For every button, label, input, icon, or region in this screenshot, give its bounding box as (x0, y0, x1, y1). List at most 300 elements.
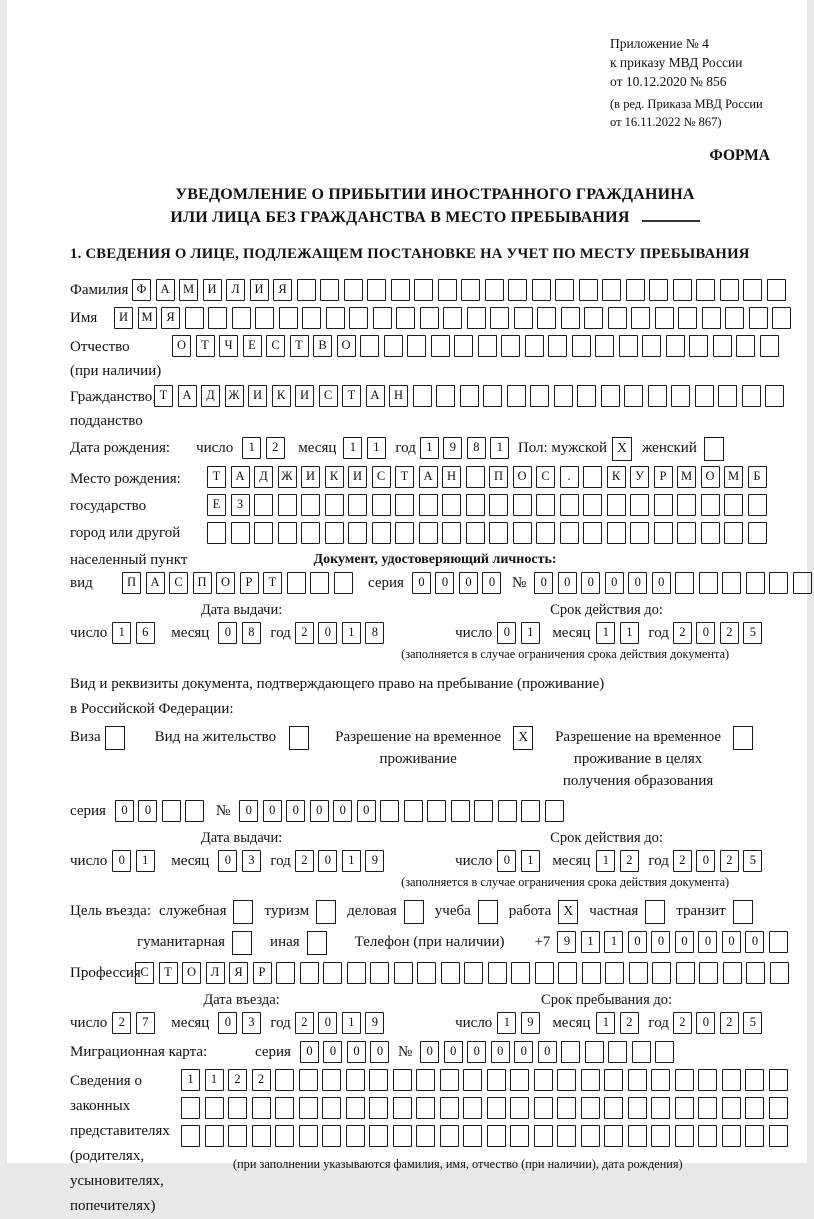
char-box (554, 385, 573, 407)
char-box (585, 1041, 604, 1063)
char-box (463, 1125, 482, 1147)
char-box (349, 307, 368, 329)
char-box: И (203, 279, 222, 301)
profession-boxes (135, 962, 793, 984)
char-box: С (319, 385, 338, 407)
char-box (372, 494, 391, 516)
validity-header: Срок действия до: (550, 830, 663, 846)
char-box: 2 (295, 622, 314, 644)
char-box: 2 (720, 850, 739, 872)
residence-doc-intro-line2: в Российской Федерации: (70, 701, 234, 717)
male-checkbox: X (612, 437, 632, 461)
char-box: И (295, 385, 314, 407)
char-box (407, 335, 426, 357)
representatives-note: (при заполнении указываются фамилия, имя, отчество (при наличии), дата рождения) (233, 1157, 683, 1171)
char-box: В (313, 335, 332, 357)
char-box: 2 (252, 1069, 271, 1091)
char-box (419, 494, 438, 516)
char-box: 2 (295, 850, 314, 872)
char-box: 1 (205, 1069, 224, 1091)
char-box: 2 (620, 850, 639, 872)
month-label: месяц (171, 1015, 210, 1031)
purpose-label: служебная (158, 903, 227, 919)
char-box: 0 (300, 1041, 319, 1063)
char-box (630, 494, 649, 516)
char-box: А (146, 572, 165, 594)
number-label: № (397, 1044, 413, 1060)
char-box: И (114, 307, 133, 329)
temp-residence-option (335, 726, 533, 770)
char-box (302, 307, 321, 329)
char-box: Т (207, 466, 226, 488)
char-box (631, 307, 650, 329)
char-box: 9 (521, 1012, 540, 1034)
visit-purpose-row2 (137, 931, 800, 955)
migration-card-label: Миграционная карта: (70, 1044, 208, 1060)
identity-doc-row (70, 572, 800, 594)
char-box (769, 1125, 788, 1147)
char-box: Т (159, 962, 178, 984)
char-box (440, 1125, 459, 1147)
char-box (301, 522, 320, 544)
char-box: А (419, 466, 438, 488)
char-box (346, 1097, 365, 1119)
char-box (228, 1125, 247, 1147)
char-box: А (231, 466, 250, 488)
representatives-boxes-row2 (181, 1097, 792, 1119)
char-box (582, 962, 601, 984)
purpose-label: деловая (347, 903, 397, 919)
char-box (655, 307, 674, 329)
char-box: 0 (605, 572, 624, 594)
day-label: число (70, 1015, 108, 1031)
char-box (628, 1125, 647, 1147)
char-box (605, 962, 624, 984)
char-box (651, 1097, 670, 1119)
representatives-label-line: законных (70, 1098, 131, 1114)
citizenship-label2: подданство (70, 413, 143, 429)
char-box: Б (748, 466, 767, 488)
purpose-label: частная (589, 903, 639, 919)
char-box: Е (243, 335, 262, 357)
purpose-label: туризм (264, 903, 310, 919)
char-box (604, 1097, 623, 1119)
residence-number-boxes (239, 800, 568, 822)
char-box: 2 (228, 1069, 247, 1091)
char-box (467, 307, 486, 329)
char-box (254, 522, 273, 544)
char-box (718, 385, 737, 407)
char-box (724, 522, 743, 544)
char-box (372, 522, 391, 544)
char-box (765, 385, 784, 407)
char-box: 1 (136, 850, 155, 872)
representatives-label-line: попечителях) (70, 1198, 156, 1214)
char-box: . (560, 466, 579, 488)
char-box (561, 1041, 580, 1063)
series-label: серия (255, 1044, 291, 1060)
temp-residence-edu-label-line3: получения образования (562, 773, 714, 789)
char-box: 0 (491, 1041, 510, 1063)
char-box (438, 279, 457, 301)
char-box: Ж (278, 466, 297, 488)
citizenship-boxes (154, 385, 789, 407)
char-box (322, 1069, 341, 1091)
char-box (380, 800, 399, 822)
char-box: 0 (318, 1012, 337, 1034)
residence-series-boxes (115, 800, 209, 822)
char-box (299, 1125, 318, 1147)
char-box (701, 522, 720, 544)
phone-label: Телефон (при наличии) (354, 934, 505, 950)
char-box: 0 (581, 572, 600, 594)
phone-prefix: +7 (534, 934, 551, 950)
char-box (322, 1097, 341, 1119)
expiry-year-boxes (673, 622, 767, 644)
char-box: 0 (444, 1041, 463, 1063)
day-label: число (455, 625, 493, 641)
char-box (607, 522, 626, 544)
identity-doc-dates (70, 602, 800, 662)
char-box: 0 (323, 1041, 342, 1063)
char-box (185, 800, 204, 822)
form-title (70, 183, 800, 229)
char-box (489, 522, 508, 544)
char-box: 1 (521, 622, 540, 644)
char-box (654, 522, 673, 544)
char-box: И (348, 466, 367, 488)
char-box: Ф (132, 279, 151, 301)
temp-residence-edu-label-line1: Разрешение на временное (555, 729, 722, 745)
char-box: 2 (673, 622, 692, 644)
char-box (577, 385, 596, 407)
char-box (443, 307, 462, 329)
char-box: А (366, 385, 385, 407)
char-box (299, 1069, 318, 1091)
char-box (207, 522, 226, 544)
entry-month-boxes (218, 1012, 265, 1034)
char-box (649, 279, 668, 301)
char-box: О (513, 466, 532, 488)
char-box (510, 1097, 529, 1119)
char-box: 0 (696, 1012, 715, 1034)
char-box (535, 962, 554, 984)
char-box: 0 (218, 622, 237, 644)
char-box (394, 962, 413, 984)
char-box: 0 (218, 850, 237, 872)
char-box: 1 (490, 437, 509, 459)
char-box (507, 385, 526, 407)
char-box: 0 (218, 1012, 237, 1034)
char-box (370, 962, 389, 984)
char-box (745, 1125, 764, 1147)
temp-residence-label-line1: Разрешение на временное (335, 729, 502, 745)
visit-purpose-row (70, 900, 800, 924)
given-name-label: Имя (70, 310, 98, 326)
doc-series-boxes (412, 572, 506, 594)
char-box: С (536, 466, 555, 488)
char-box: 0 (370, 1041, 389, 1063)
arrival-notification-form (7, 0, 807, 1214)
annex-line: от 10.12.2020 № 856 (610, 74, 727, 89)
visa-label: Виза (70, 729, 101, 745)
char-box (326, 307, 345, 329)
char-box: О (337, 335, 356, 357)
char-box (532, 279, 551, 301)
char-box: П (193, 572, 212, 594)
char-box (545, 800, 564, 822)
char-box: 8 (365, 622, 384, 644)
char-box: Е (207, 494, 226, 516)
char-box (772, 307, 791, 329)
char-box (346, 1069, 365, 1091)
month-label: месяц (552, 625, 591, 641)
char-box (275, 1125, 294, 1147)
char-box (490, 307, 509, 329)
char-box (725, 307, 744, 329)
char-box (369, 1097, 388, 1119)
char-box (689, 335, 708, 357)
char-box (393, 1069, 412, 1091)
char-box: П (489, 466, 508, 488)
birth-place-label-city: город или другой (70, 525, 181, 541)
char-box: 2 (720, 622, 739, 644)
surname-row (70, 279, 800, 301)
char-box (487, 1069, 506, 1091)
purpose-label: учеба (434, 903, 471, 919)
char-box: 0 (652, 572, 671, 594)
migration-series-boxes (300, 1041, 394, 1063)
char-box (384, 335, 403, 357)
char-box: 0 (318, 850, 337, 872)
residence-issue-year-boxes (295, 850, 389, 872)
char-box (534, 1069, 553, 1091)
validity-header: Срок действия до: (550, 602, 663, 618)
char-box (369, 1125, 388, 1147)
entry-year-boxes (295, 1012, 389, 1034)
char-box (698, 1069, 717, 1091)
char-box: 0 (696, 622, 715, 644)
char-box: 1 (342, 1012, 361, 1034)
char-box (501, 335, 520, 357)
char-box: 1 (242, 437, 261, 459)
purpose-humanitarian (137, 931, 252, 955)
char-box (483, 385, 502, 407)
char-box: 1 (596, 1012, 615, 1034)
char-box (440, 1097, 459, 1119)
char-box: 1 (581, 931, 600, 953)
given-name-boxes (114, 307, 796, 329)
char-box: М (677, 466, 696, 488)
representatives-label-line: представителях (70, 1123, 170, 1139)
char-box (487, 1097, 506, 1119)
char-box: 0 (558, 572, 577, 594)
char-box: М (138, 307, 157, 329)
char-box (489, 494, 508, 516)
number-label: № (215, 803, 231, 819)
birth-date-label: Дата рождения: (70, 440, 171, 456)
char-box: 2 (295, 1012, 314, 1034)
representatives-label-line: усыновителях, (70, 1173, 164, 1189)
purpose-other (270, 931, 327, 955)
char-box (632, 1041, 651, 1063)
month-label: месяц (552, 853, 591, 869)
char-box (722, 1125, 741, 1147)
birth-place-label-settlement: населенный пункт (70, 552, 188, 568)
char-box (624, 385, 643, 407)
residence-expiry-month-boxes (596, 850, 643, 872)
char-box (628, 1069, 647, 1091)
day-label: число (70, 625, 108, 641)
char-box: 0 (514, 1041, 533, 1063)
month-label: месяц (171, 853, 210, 869)
char-box (676, 962, 695, 984)
char-box: П (122, 572, 141, 594)
purpose-business (347, 900, 424, 924)
residence-doc-intro (70, 672, 800, 722)
residence-doc-series-row (70, 800, 800, 822)
char-box (601, 385, 620, 407)
char-box: 0 (347, 1041, 366, 1063)
char-box: Н (389, 385, 408, 407)
doc-kind-boxes (122, 572, 357, 594)
char-box (698, 1125, 717, 1147)
surname-boxes (132, 279, 790, 301)
char-box: 1 (342, 622, 361, 644)
birth-date-row (70, 437, 800, 461)
issue-date-header: Дата выдачи: (200, 602, 283, 618)
char-box (745, 1097, 764, 1119)
char-box (673, 279, 692, 301)
char-box (746, 962, 765, 984)
char-box (373, 307, 392, 329)
char-box (413, 385, 432, 407)
char-box: 2 (673, 850, 692, 872)
char-box: 0 (112, 850, 131, 872)
char-box (461, 279, 480, 301)
phone-boxes (557, 931, 792, 953)
char-box (498, 800, 517, 822)
char-box (414, 279, 433, 301)
char-box: 0 (239, 800, 258, 822)
char-box (748, 522, 767, 544)
profession-row (70, 962, 800, 984)
residence-permit-label: Вид на жительство (154, 729, 277, 745)
char-box: С (135, 962, 154, 984)
citizenship-row (70, 385, 800, 433)
char-box: Д (254, 466, 273, 488)
char-box: 0 (722, 931, 741, 953)
char-box (466, 522, 485, 544)
visa-checkbox (105, 726, 125, 750)
char-box (322, 1125, 341, 1147)
char-box (630, 522, 649, 544)
char-box (416, 1097, 435, 1119)
char-box (417, 962, 436, 984)
char-box (511, 962, 530, 984)
char-box: И (250, 279, 269, 301)
year-label: год (270, 625, 291, 641)
char-box: 1 (181, 1069, 200, 1091)
purpose-transit (676, 900, 752, 924)
temp-residence-label-line2: проживание (379, 751, 457, 767)
char-box (442, 522, 461, 544)
char-box: 0 (651, 931, 670, 953)
residence-expiry-day-boxes (497, 850, 544, 872)
purpose-tourism-checkbox (316, 900, 336, 924)
char-box (713, 335, 732, 357)
char-box (558, 962, 577, 984)
char-box (666, 335, 685, 357)
char-box (557, 1097, 576, 1119)
char-box (488, 962, 507, 984)
char-box (510, 1069, 529, 1091)
purpose-transit-checkbox (733, 900, 753, 924)
char-box (579, 279, 598, 301)
char-box (696, 279, 715, 301)
char-box: 0 (675, 931, 694, 953)
purpose-study-checkbox (478, 900, 498, 924)
purpose-label: гуманитарная (137, 934, 226, 950)
char-box: Я (161, 307, 180, 329)
char-box (595, 335, 614, 357)
char-box (583, 522, 602, 544)
char-box: Т (154, 385, 173, 407)
expiry-day-boxes (497, 622, 544, 644)
citizenship-label: Гражданство, (70, 389, 157, 405)
char-box: 8 (467, 437, 486, 459)
char-box (555, 279, 574, 301)
temp-residence-checkbox: X (513, 726, 533, 750)
char-box (395, 522, 414, 544)
char-box (369, 1069, 388, 1091)
char-box (393, 1097, 412, 1119)
day-label: число (196, 440, 234, 456)
char-box (604, 1125, 623, 1147)
char-box (463, 1069, 482, 1091)
representatives-block (70, 1069, 800, 1219)
char-box: Т (196, 335, 215, 357)
char-box (626, 279, 645, 301)
char-box: 9 (443, 437, 462, 459)
char-box (607, 494, 626, 516)
birth-month-boxes (343, 437, 390, 459)
char-box (608, 1041, 627, 1063)
char-box (254, 494, 273, 516)
doc-kind-label: вид (70, 575, 93, 591)
char-box (367, 279, 386, 301)
char-box (440, 1069, 459, 1091)
char-box (344, 279, 363, 301)
char-box (487, 1125, 506, 1147)
char-box: 9 (557, 931, 576, 953)
temp-residence-edu-option (555, 726, 753, 792)
char-box (769, 1069, 788, 1091)
char-box: 1 (521, 850, 540, 872)
char-box (743, 279, 762, 301)
char-box (466, 494, 485, 516)
char-box (510, 1125, 529, 1147)
year-label: год (270, 853, 291, 869)
char-box: 1 (420, 437, 439, 459)
form-label: ФОРМА (709, 147, 770, 164)
char-box (255, 307, 274, 329)
doc-number-label: № (511, 575, 527, 591)
char-box (642, 335, 661, 357)
char-box: 0 (698, 931, 717, 953)
char-box (698, 1097, 717, 1119)
day-label: число (455, 853, 493, 869)
